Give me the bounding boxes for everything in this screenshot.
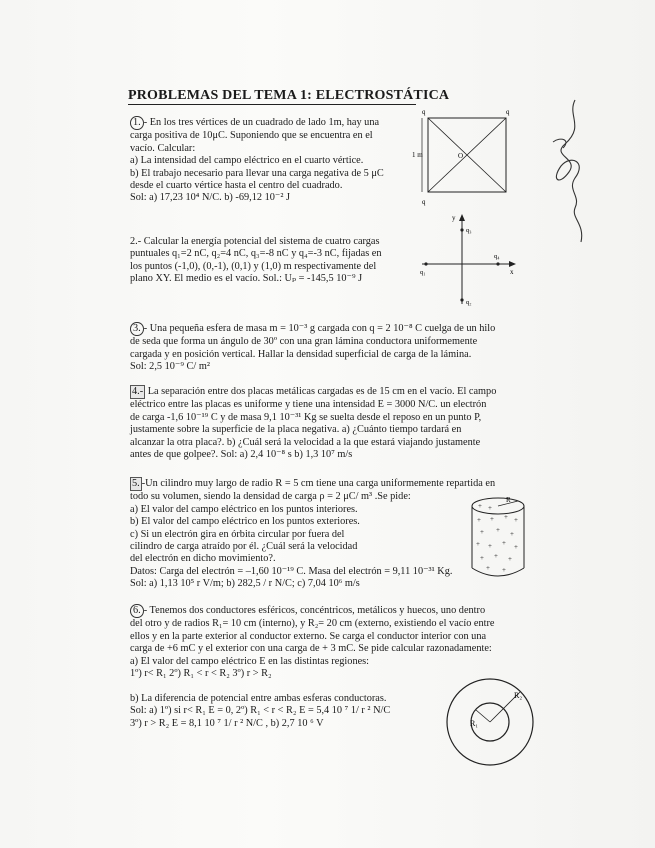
charge-label: q₂ bbox=[466, 299, 472, 306]
y-axis-label: y bbox=[452, 214, 456, 222]
radius-label: R bbox=[506, 496, 511, 504]
problem-2-solution: plano XY. El medio es el vacío. Sol.: Uₚ = -145,5 10⁻⁹ J bbox=[130, 273, 363, 285]
corner-label: q bbox=[422, 108, 426, 116]
charge-label: q₃ bbox=[466, 227, 472, 234]
svg-text:+: + bbox=[477, 516, 481, 524]
problem-6-line: 1º) r< R₁ 2º) R₁ < r < R₂ 3º) r > R₂ bbox=[130, 668, 272, 680]
problem-2 bbox=[130, 236, 382, 286]
problem-4 bbox=[130, 385, 496, 461]
problem-6-line: 6. - Tenemos dos conductores esféricos, concéntricos, metálicos y huecos, uno dentro bbox=[130, 604, 495, 618]
svg-text:+: + bbox=[476, 540, 480, 548]
problem-1-line: vacío. Calcular: bbox=[130, 142, 196, 154]
problem-3-line: 3. - Una pequeña esfera de masa m = 10⁻³ g cargada con q = 2 10⁻⁸ C cuelga de un hilo bbox=[130, 322, 495, 336]
svg-text:+: + bbox=[502, 566, 506, 574]
problem-5-line: c) Si un electrón gira en órbita circular por fuera del bbox=[130, 528, 345, 540]
problem-6-line: ellos y en la parte exterior al conductor externo. Se carga el conductor interior con una bbox=[130, 630, 487, 642]
problem-6-number: 6. bbox=[130, 604, 144, 618]
svg-text:+: + bbox=[480, 528, 484, 536]
problem-5-line: del electrón en dicho movimiento?. bbox=[130, 553, 276, 565]
corner-label: q bbox=[422, 198, 426, 206]
problem-5-line: b) El valor del campo eléctrico en los puntos exteriores. bbox=[130, 516, 360, 528]
svg-text:+: + bbox=[486, 564, 490, 572]
problem-6-line: a) El valor del campo eléctrico E en las distintas regiones: bbox=[130, 655, 370, 667]
problem-6-line: del otro y de radios R₁= 10 cm (interno), y R₂= 20 cm (externo, existiendo el vacío entre bbox=[130, 618, 495, 630]
problem-1-line: a) La intensidad del campo eléctrico en el cuarto vértice. bbox=[130, 155, 364, 167]
problem-6-line: carga de +6 mC y el exterior con una carga de + 3 mC. Se pide calcular razonadamente: bbox=[130, 643, 492, 655]
corner-label: q bbox=[506, 108, 510, 116]
problem-1-line: desde el cuarto vértice hasta el centro del cuadrado. bbox=[130, 180, 343, 192]
svg-text:+: + bbox=[494, 552, 498, 560]
charge-label: q₁ bbox=[420, 269, 426, 276]
problem-1-line: carga positiva de 10μC. Suponiendo que se encuentra en el bbox=[130, 130, 373, 142]
problem-5-line: a) El valor del campo eléctrico en los puntos interiores. bbox=[130, 503, 358, 515]
problem-1 bbox=[130, 116, 384, 205]
problem-5-line: Datos: Carga del electrón = –1,60 10⁻¹⁹ C. Masa del electrón = 9,11 10⁻³¹ Kg. bbox=[130, 565, 453, 577]
problem-3 bbox=[130, 322, 495, 374]
concentric-spheres-figure bbox=[444, 676, 536, 768]
svg-text:+: + bbox=[508, 555, 512, 563]
problem-2-line: los puntos (-1,0), (0,-1), (0,1) y (1,0) m respectivamente del bbox=[130, 260, 377, 272]
svg-text:+: + bbox=[514, 516, 518, 524]
problem-5-solution: Sol: a) 1,13 10⁵ r V/m; b) 282,5 / r N/C; c) 7,04 10⁶ m/s bbox=[130, 578, 360, 590]
problem-2-line: 2.- Calcular la energía potencial del sistema de cuatro cargas bbox=[130, 236, 380, 247]
problem-5-number: 5. bbox=[130, 477, 142, 491]
svg-text:+: + bbox=[504, 513, 508, 521]
problem-4-line: justamente sobre la superficie de la placa negativa. a) ¿Cuánto tiempo tardará en bbox=[130, 424, 462, 436]
problem-6-line bbox=[130, 680, 495, 692]
problem-1-solution: Sol: a) 17,23 10⁴ N/C. b) -69,12 10⁻² J bbox=[130, 192, 290, 204]
problem-5-line: 5. -Un cilindro muy largo de radio R = 5 cm tiene una carga uniformemente repartida en bbox=[130, 477, 495, 491]
charge-label: q₄ bbox=[494, 253, 500, 260]
problem-4-line: alcanzar la otra placa?. b) ¿Cuál será la velocidad a la que estará viajando justamente bbox=[130, 436, 481, 448]
svg-text:+: + bbox=[514, 543, 518, 551]
problem-2-line: puntuales q₁=2 nC, q₂=4 nC, q₃=-8 nC y q₄=-3 nC, fijadas en bbox=[130, 248, 382, 260]
side-label: 1 m bbox=[412, 151, 423, 159]
problem-3-line: cargada y en posición vertical. Hallar la densidad superficial de carga de la lámina. bbox=[130, 348, 472, 360]
problem-6-solution: Sol: a) 1º) si r< R₁ E = 0, 2º) R₁ < r < R₂ E = 5,4 10 ⁷ 1/ r ² N/C bbox=[130, 705, 391, 717]
svg-text:+: + bbox=[496, 526, 500, 534]
problem-6-solution: 3º) r > R₂ E = 8,1 10 ⁷ 1/ r ² N/C , b) 2,7 10 ⁶ V bbox=[130, 717, 324, 729]
title-underline bbox=[128, 104, 416, 105]
svg-text:+: + bbox=[488, 542, 492, 550]
cylinder-figure bbox=[468, 494, 532, 582]
problem-6-line: b) La diferencia de potencial entre ambas esferas conductoras. bbox=[130, 692, 387, 704]
x-axis-label: x bbox=[510, 268, 514, 276]
svg-text:+: + bbox=[502, 539, 506, 547]
problem-3-number: 3. bbox=[130, 322, 144, 336]
square-figure bbox=[412, 108, 518, 206]
center-label: O bbox=[458, 152, 464, 160]
axes-figure bbox=[420, 212, 520, 312]
problem-5 bbox=[130, 477, 495, 591]
problem-5-line: cilindro de carga atraído por él. ¿Cuál será la velocidad bbox=[130, 541, 358, 553]
handwritten-scribble bbox=[545, 96, 605, 246]
problem-3-line: de seda que forma un ángulo de 30º con una gran lámina conductora uniformemente bbox=[130, 336, 478, 348]
problem-6 bbox=[130, 604, 495, 730]
page-title: PROBLEMAS DEL TEMA 1: ELECTROSTÁTICA bbox=[128, 88, 450, 103]
problem-5-line: todo su volumen, siendo la densidad de carga ρ = 2 μC/ m³ .Se pide: bbox=[130, 491, 411, 503]
svg-text:+: + bbox=[478, 502, 482, 510]
problem-3-solution: Sol: 2,5 10⁻⁹ C/ m² bbox=[130, 361, 210, 373]
problem-4-solution: antes de que golpee?. Sol: a) 2,4 10⁻⁸ s b) 1,3 10⁷ m/s bbox=[130, 449, 353, 461]
svg-text:+: + bbox=[488, 504, 492, 512]
problem-4-line: de carga -1,6 10⁻¹⁹ C y de masa 9,1 10⁻³¹ Kg se suelta desde el reposo en un punto P, bbox=[130, 411, 482, 423]
svg-text:+: + bbox=[510, 530, 514, 538]
svg-text:+: + bbox=[490, 515, 494, 523]
problem-1-line: b) El trabajo necesario para llevar una carga negativa de 5 μC bbox=[130, 167, 384, 179]
problem-4-line: eléctrico entre las placas es uniforme y tiene una intensidad E = 3000 N/C. un electrón bbox=[130, 399, 487, 411]
radius-label: R₂ bbox=[514, 691, 523, 700]
problem-4-line: 4.- La separación entre dos placas metálicas cargadas es de 15 cm en el vacío. El campo bbox=[130, 385, 496, 399]
svg-text:+: + bbox=[480, 554, 484, 562]
problem-1-number: 1. bbox=[130, 116, 144, 130]
problem-4-number: 4.- bbox=[130, 385, 145, 399]
radius-label: R₁ bbox=[470, 719, 479, 728]
problem-1-line: 1. - En los tres vértices de un cuadrado de lado 1m, hay una bbox=[130, 116, 384, 130]
